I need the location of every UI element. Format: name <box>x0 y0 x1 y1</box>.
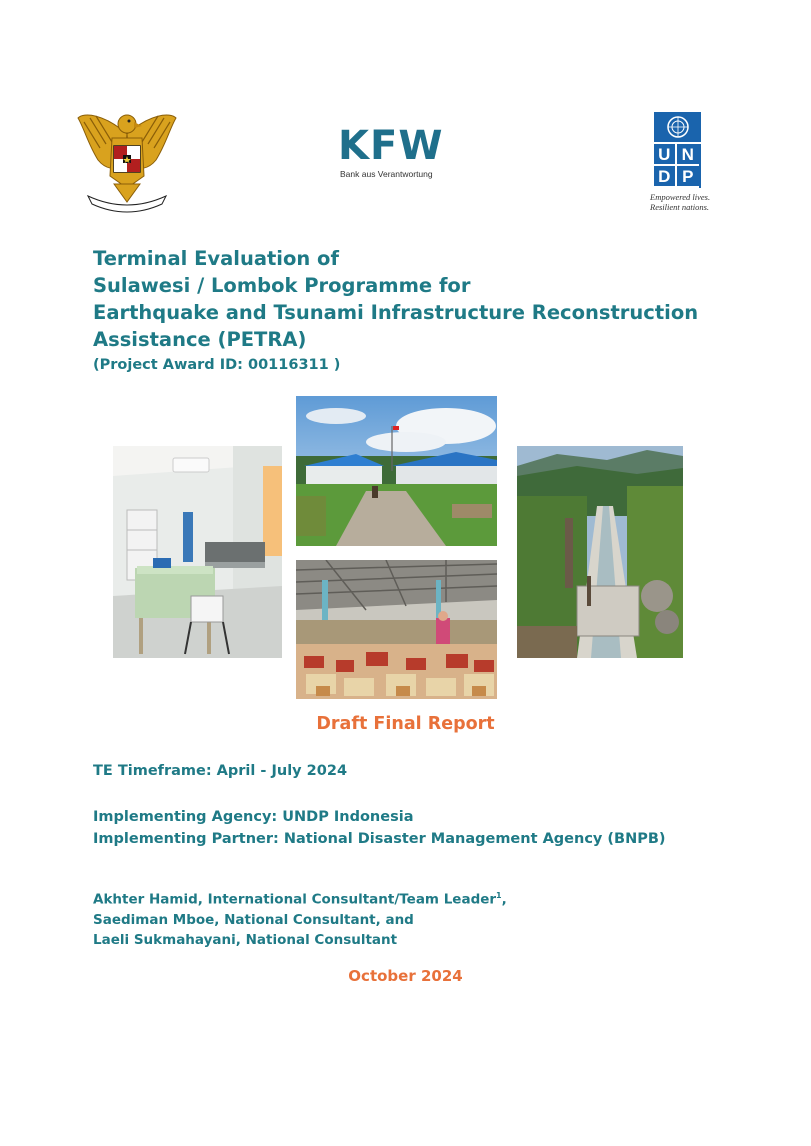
photo-clinic-room <box>113 446 282 658</box>
kfw-wordmark: KFW <box>338 123 444 169</box>
undp-letter-d: D <box>654 166 677 188</box>
implementing-agency: Implementing Agency: UNDP Indonesia <box>93 809 414 825</box>
undp-logo <box>650 112 711 212</box>
undp-letter-n: N <box>677 144 700 166</box>
undp-tagline: Empowered lives. Resilient nations. <box>650 192 711 212</box>
report-title <box>93 245 753 353</box>
report-type: Draft Final Report <box>316 714 495 734</box>
author-line-1: Akhter Hamid, International Consultant/Team Leader$^1$, <box>93 891 507 908</box>
report-date: October 2024 <box>348 967 463 985</box>
kfw-tagline: Bank aus Verantwortung <box>340 169 433 179</box>
photo-market-hall <box>296 560 497 699</box>
title-line-3: Earthquake and Tsunami Infrastructure Reconstruction <box>93 301 699 324</box>
footnote-marker: 1 <box>496 891 502 900</box>
garuda-emblem-logo <box>74 104 180 214</box>
kfw-logo <box>338 123 448 186</box>
undp-letter-p: P <box>677 166 700 188</box>
authors-block <box>93 886 507 950</box>
photo-blue-roof-school <box>296 396 497 546</box>
implementing-block <box>93 806 666 850</box>
te-timeframe: TE Timeframe: April - July 2024 <box>93 763 348 779</box>
project-award-id: (Project Award ID: 00116311 ) <box>93 357 341 373</box>
author-line-2: Saediman Mboe, National Consultant, and <box>93 911 414 928</box>
author-line-3: Laeli Sukmahayani, National Consultant <box>93 931 398 948</box>
title-line-2: Sulawesi / Lombok Programme for <box>93 274 471 297</box>
photo-irrigation-channel <box>517 446 683 658</box>
implementing-partner: Implementing Partner: National Disaster Management Agency (BNPB) <box>93 831 666 847</box>
title-line-1: Terminal Evaluation of <box>93 247 339 270</box>
undp-letter-u: U <box>654 144 677 166</box>
title-line-4: Assistance (PETRA) <box>93 328 307 351</box>
un-emblem-icon <box>654 112 701 144</box>
